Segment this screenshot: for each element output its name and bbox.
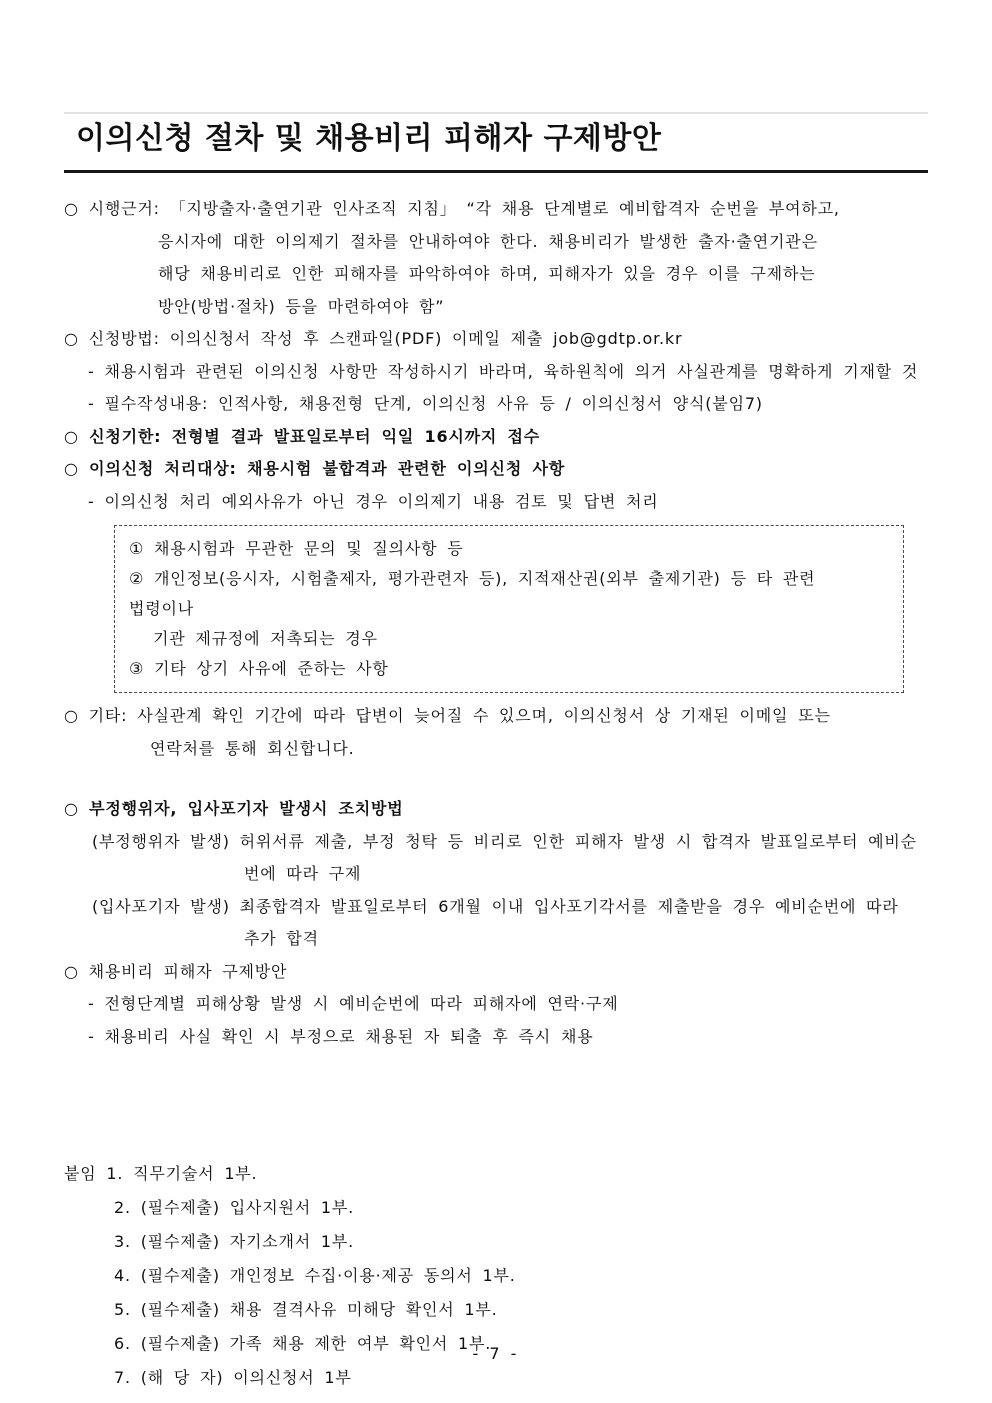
paragraph-line: - 채용시험과 관련된 이의신청 사항만 작성하시기 바라며, 육하원칙에 의거 사실관계를 명확하게 기재할 것 bbox=[88, 361, 919, 381]
section-heading: ○ 이의신청 처리대상: 채용시험 불합격과 관련한 이의신청 사항 bbox=[64, 459, 565, 479]
section-remedy bbox=[64, 956, 928, 1054]
attachment-item: 5. (필수제출) 채용 결격사유 미해당 확인서 1부. bbox=[114, 1300, 498, 1320]
paragraph-line: - 필수작성내용: 인적사항, 채용전형 단계, 이의신청 사유 등 / 이의신청서 양식(붙임7) bbox=[88, 394, 763, 414]
section-method bbox=[64, 323, 928, 421]
paragraph-line bbox=[64, 323, 928, 356]
document-body bbox=[64, 193, 928, 1395]
page-number: - 7 - bbox=[472, 1344, 520, 1363]
section-misconduct bbox=[64, 793, 928, 956]
paragraph-line: 방안(방법·절차) 등을 마련하여야 함” bbox=[158, 296, 445, 316]
attachment-item: 4. (필수제출) 개인정보 수집·이용·제공 동의서 1부. bbox=[114, 1266, 516, 1286]
section-etc bbox=[64, 700, 928, 765]
box-item: ① 채용시험과 무관한 문의 및 질의사항 등 bbox=[129, 539, 464, 559]
attachment-item: 3. (필수제출) 자기소개서 1부. bbox=[114, 1232, 355, 1252]
paragraph-line: ○ 기타: 사실관계 확인 기간에 따라 답변이 늦어질 수 있으며, 이의신청서 상 기재된 이메일 또는 bbox=[64, 706, 831, 726]
section-target bbox=[64, 453, 928, 518]
page-title: 이의신청 절차 및 채용비리 피해자 구제방안 bbox=[64, 112, 928, 173]
email-address: job@gdtp.or.kr bbox=[553, 329, 683, 349]
paragraph-line: 해당 채용비리로 인한 피해자를 파악하여야 하며, 피해자가 있을 경우 이를 구제하는 bbox=[158, 264, 816, 284]
method-label: ○ 신청방법: 이의신청서 작성 후 스캔파일(PDF) 이메일 제출 bbox=[64, 329, 554, 349]
paragraph-line: - 전형단계별 피해상황 발생 시 예비순번에 따라 피해자에 연락·구제 bbox=[88, 994, 619, 1014]
section-heading: ○ 부정행위자, 입사포기자 발생시 조치방법 bbox=[64, 799, 404, 819]
paragraph-line: - 채용비리 사실 확인 시 부정으로 채용된 자 퇴출 후 즉시 채용 bbox=[88, 1026, 594, 1046]
attachment-item: 7. (해 당 자) 이의신청서 1부 bbox=[114, 1368, 352, 1388]
attachment-item: 2. (필수제출) 입사지원서 1부. bbox=[114, 1198, 355, 1218]
box-item-continuation: 기관 제규정에 저촉되는 경우 bbox=[153, 629, 378, 649]
attachment-item: 6. (필수제출) 가족 채용 제한 여부 확인서 1부. bbox=[114, 1334, 492, 1354]
box-item: ② 개인정보(응시자, 시험출제자, 평가관련자 등), 지적재산권(외부 출제기관) 등 타 관련 법령이나 bbox=[129, 569, 816, 619]
paragraph-line: ○ 시행근거: 「지방출자·출연기관 인사조직 지침」 “각 채용 단계별로 예비합격자 순번을 부여하고, bbox=[64, 199, 840, 219]
exceptions-box bbox=[114, 525, 904, 693]
box-item: ③ 기타 상기 사유에 준하는 사항 bbox=[129, 659, 389, 679]
paragraph-line: 추가 합격 bbox=[244, 929, 319, 949]
paragraph-line: - 이의신청 처리 예외사유가 아닌 경우 이의제기 내용 검토 및 답변 처리 bbox=[88, 491, 659, 511]
section-deadline: ○ 신청기한: 전형별 결과 발표일로부터 익일 16시까지 접수 bbox=[64, 426, 541, 446]
paragraph-line: (부정행위자 발생) 허위서류 제출, 부정 청탁 등 비리로 인한 피해자 발생 시 합격자 발표일로부터 예비순 bbox=[92, 831, 917, 851]
attachment-item: 붙임 1. 직무기술서 1부. bbox=[64, 1164, 258, 1184]
paragraph-line: 응시자에 대한 이의제기 절차를 안내하여야 한다. 채용비리가 발생한 출자·출연기관은 bbox=[158, 231, 818, 251]
paragraph-line: 번에 따라 구제 bbox=[244, 864, 362, 884]
section-heading: ○ 채용비리 피해자 구제방안 bbox=[64, 961, 288, 981]
paragraph-line: (입사포기자 발생) 최종합격자 발표일로부터 6개월 이내 입사포기각서를 제출받을 경우 예비순번에 따라 bbox=[92, 896, 899, 916]
section-basis bbox=[64, 193, 928, 323]
paragraph-line: 연락처를 통해 회신합니다. bbox=[150, 738, 355, 758]
